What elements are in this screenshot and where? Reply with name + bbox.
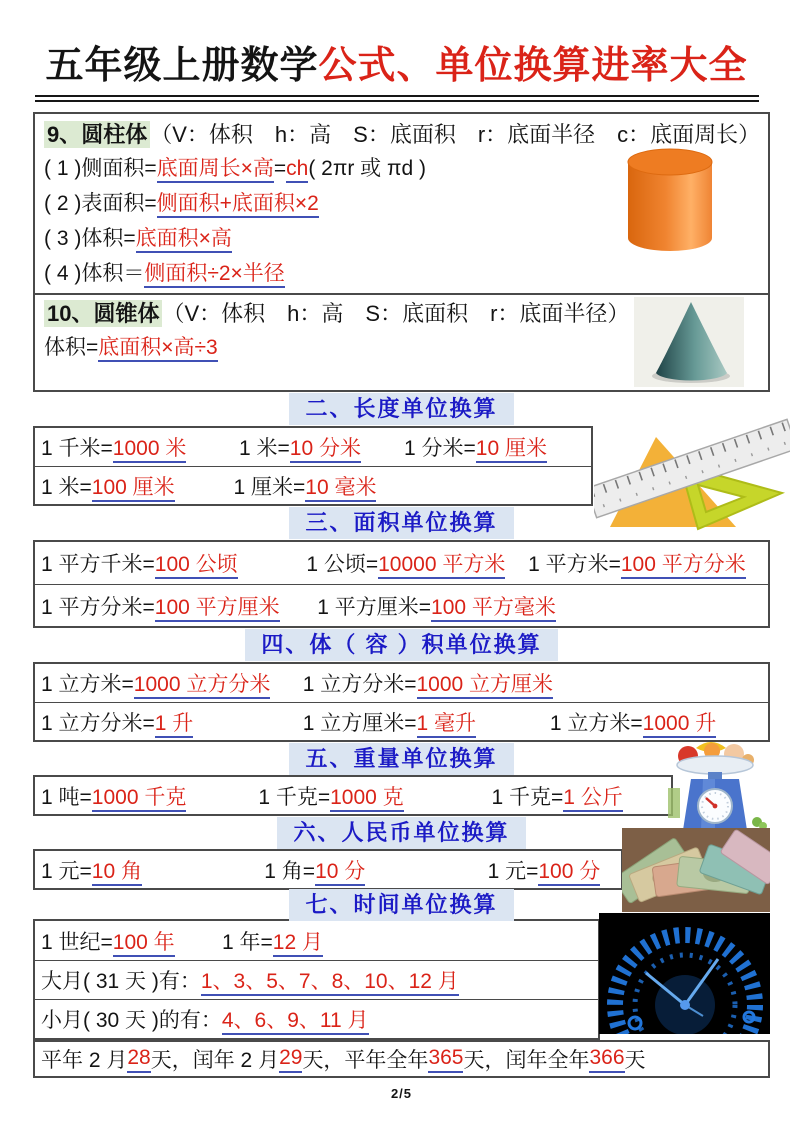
text-segment: ( 4 )体积＝ <box>44 262 145 285</box>
text-segment: 1 厘米= <box>233 475 306 499</box>
equation <box>41 548 306 578</box>
section-title-rmb: 六、人民币单位换算 <box>277 817 525 849</box>
cylinder-image <box>620 146 720 261</box>
text-segment: 1 公斤 <box>563 786 623 812</box>
text-segment: 100 平方厘米 <box>155 596 280 622</box>
text-segment: 10 分 <box>315 860 365 886</box>
equation <box>303 707 550 737</box>
text-segment: 1000 克 <box>330 786 404 812</box>
table-row <box>35 428 591 466</box>
text-segment: ( 2 )表面积= <box>44 192 157 215</box>
text-segment: ( 3 )体积= <box>44 227 136 250</box>
text-segment: 1 毫升 <box>417 712 477 738</box>
text-segment: 体积= <box>44 336 99 359</box>
scale-image <box>660 736 770 836</box>
page-title-black: 五年级上册数学 <box>45 45 319 87</box>
equation <box>528 548 768 578</box>
table-row <box>35 851 621 888</box>
table-row <box>35 664 768 702</box>
text-segment: 天，平年全年 <box>302 1049 429 1072</box>
text-segment: 1000 千克 <box>92 786 187 812</box>
section-strip-volume <box>33 628 770 662</box>
text-segment: 1 立方米= <box>41 673 134 696</box>
text-segment: ch <box>286 157 308 183</box>
text-segment: 1 千米= <box>41 437 113 460</box>
equation <box>264 855 487 885</box>
volume-table <box>33 662 770 742</box>
clock-image <box>599 913 770 1039</box>
table-row <box>35 999 598 1038</box>
text-segment: 天 <box>624 1049 646 1072</box>
text-segment: 1000 立方厘米 <box>417 673 554 699</box>
money-image <box>622 828 770 917</box>
table-row <box>35 702 768 740</box>
equation <box>550 707 768 737</box>
table-row <box>35 777 671 814</box>
page-title <box>0 34 793 89</box>
title-block <box>0 0 793 112</box>
text-segment: 1、3、5、7、8、10、12 月 <box>201 970 459 996</box>
table-row <box>35 960 598 999</box>
text-segment: 1 世纪= <box>41 930 113 954</box>
text-segment: 平年 2 月 <box>41 1049 128 1072</box>
text-segment: 100 年 <box>113 931 175 957</box>
text-segment: 小月( 30 天 )的有： <box>41 1009 222 1032</box>
equation <box>41 668 303 698</box>
section-title-time: 七、时间单位换算 <box>289 889 513 921</box>
text-segment: 1 立方米= <box>549 711 643 735</box>
equation <box>488 855 621 885</box>
text-segment: 10 厘米 <box>476 437 547 463</box>
text-segment: 10 毫米 <box>305 476 376 502</box>
text-segment: ( 1 )侧面积= <box>44 157 157 180</box>
text-segment: 底面周长×高 <box>157 157 274 183</box>
equation <box>41 926 222 956</box>
text-segment: 1 米= <box>239 437 290 460</box>
text-segment: 1 吨= <box>41 785 92 809</box>
text-segment: 9、圆柱体 <box>44 121 150 148</box>
text-segment: 1 分米= <box>404 437 476 460</box>
page-title-red: 公式、单位换算进率大全 <box>318 45 748 87</box>
text-segment: 大月( 31 天 )有： <box>41 970 201 993</box>
equation <box>41 965 598 995</box>
text-segment: 1 元= <box>41 859 92 883</box>
text-segment: 1 元= <box>487 859 539 883</box>
text-segment: （V：体积 h：高 S：底面积 r：底面半径） <box>162 301 630 326</box>
equation <box>41 471 234 501</box>
table-row <box>35 542 768 584</box>
equation <box>41 432 239 462</box>
text-segment: 10 分米 <box>290 437 361 463</box>
text-segment: 100 分 <box>538 860 600 886</box>
section-title-length: 二、长度单位换算 <box>289 393 513 425</box>
section-title-volume: 四、体（ 容 ）积单位换算 <box>245 629 557 661</box>
cone-image <box>634 297 744 392</box>
text-segment: 1 公顷= <box>306 553 379 576</box>
text-segment: 1000 立方分米 <box>134 673 271 699</box>
text-segment: 天，闰年 2 月 <box>150 1049 280 1072</box>
text-segment: 1 千克= <box>258 785 331 809</box>
area-table <box>33 540 770 628</box>
text-segment: 100 厘米 <box>92 476 175 502</box>
table-row <box>35 466 591 504</box>
equation <box>41 1004 598 1034</box>
ruler-image <box>594 407 790 536</box>
section-divider <box>35 293 768 295</box>
text-segment: 1 立方厘米= <box>302 711 417 735</box>
text-segment: 1 米= <box>41 475 92 499</box>
text-segment: 1 立方分米= <box>41 711 155 735</box>
equation <box>41 591 317 621</box>
text-segment: 10 角 <box>92 860 142 886</box>
text-segment: 1 角= <box>264 859 316 883</box>
text-segment: 4、6、9、11 月 <box>222 1009 369 1035</box>
weight-table <box>33 775 673 816</box>
text-segment: 1 平方千米= <box>41 553 155 576</box>
equation <box>41 855 264 885</box>
text-segment: 1 升 <box>155 712 194 738</box>
text-segment: 侧面积÷2×半径 <box>144 262 284 288</box>
text-segment: 1000 米 <box>113 437 187 463</box>
text-segment: = <box>273 157 287 180</box>
title-underline <box>35 95 759 102</box>
text-segment: 10000 平方米 <box>378 553 505 579</box>
text-segment: 365 <box>428 1046 463 1073</box>
text-segment: ( 2πr 或 πd ) <box>308 157 426 180</box>
page-number: 2/5 <box>390 1086 413 1101</box>
text-segment: 1 平方米= <box>528 553 621 576</box>
text-segment: 100 平方分米 <box>621 553 746 579</box>
text-segment: 1000 升 <box>643 712 717 738</box>
text-segment: 29 <box>279 1046 302 1073</box>
text-segment: 天，闰年全年 <box>463 1049 590 1072</box>
text-segment: 1 平方分米= <box>41 595 155 619</box>
section-title-weight: 五、重量单位换算 <box>289 743 513 775</box>
text-segment: 1 千克= <box>491 785 564 809</box>
text-segment: （V：体积 h：高 S：底面积 r：底面半径 c：底面周长） <box>150 122 761 147</box>
equation <box>41 707 303 737</box>
equation <box>41 781 258 811</box>
text-segment: 侧面积+底面积×2 <box>157 192 319 218</box>
text-segment: 底面积×高 <box>136 227 232 253</box>
equation <box>306 548 528 578</box>
equation <box>491 781 671 811</box>
text-segment: 底面积×高÷3 <box>98 336 217 362</box>
text-segment: 1 平方厘米= <box>317 595 432 619</box>
length-table <box>33 426 593 506</box>
leap-year-row <box>33 1040 770 1078</box>
section-title-area: 三、面积单位换算 <box>289 507 513 539</box>
equation <box>234 471 592 501</box>
equation <box>404 432 591 462</box>
equation <box>258 781 491 811</box>
equation <box>222 926 598 956</box>
text-segment: 366 <box>589 1046 624 1073</box>
time-table <box>33 919 600 1040</box>
equation <box>303 668 768 698</box>
text-segment: 28 <box>127 1046 150 1073</box>
text-segment: 10、圆锥体 <box>44 300 162 327</box>
text-segment: 1 立方分米= <box>302 673 417 696</box>
text-segment: 100 公顷 <box>155 553 238 579</box>
table-row <box>35 921 598 960</box>
rmb-table <box>33 849 623 890</box>
equation <box>239 432 404 462</box>
equation <box>317 591 768 621</box>
formula-line <box>44 256 759 291</box>
text-segment: 12 月 <box>273 931 323 957</box>
text-segment: 100 平方毫米 <box>431 596 556 622</box>
table-row <box>35 584 768 626</box>
text-segment: 1 年= <box>222 930 273 954</box>
